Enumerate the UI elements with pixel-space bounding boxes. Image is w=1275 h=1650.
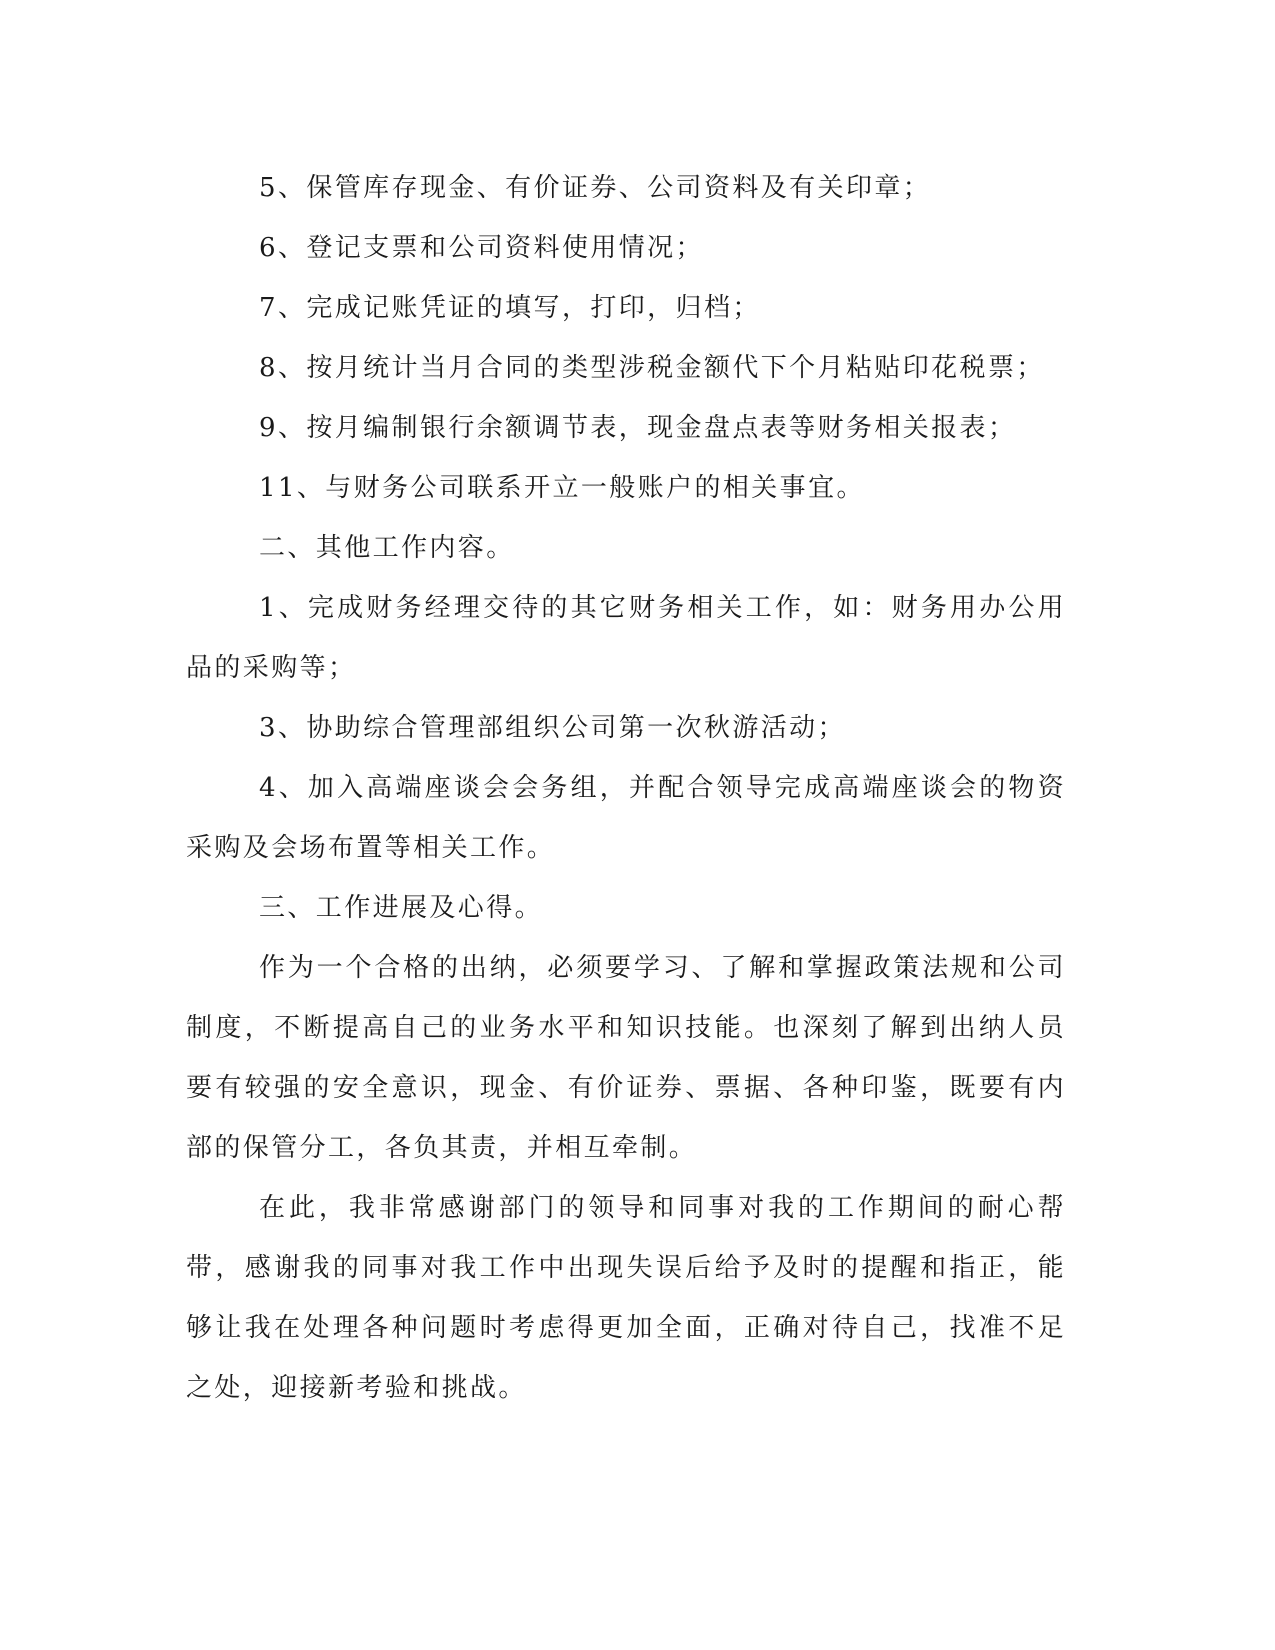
list-item-5: 5、保管库存现金、有价证券、公司资料及有关印章；: [259, 173, 932, 203]
other-item-1: 1、完成财务经理交待的其它财务相关工作，如：财务用办公用品的采购等；: [186, 593, 1066, 683]
section-heading-3: 三、工作进展及心得。: [259, 893, 544, 923]
list-item-8: 8、按月统计当月合同的类型涉税金额代下个月粘贴印花税票；: [259, 353, 1045, 383]
thanks-paragraph: 在此，我非常感谢部门的领导和同事对我的工作期间的耐心帮带，感谢我的同事对我工作中出现失误后给予及时的提醒和指正，能够让我在处理各种问题时考虑得更加全面，正确对待自己，找准不足之处，迎接新考验和挑战。: [186, 1193, 1066, 1403]
other-item-4: 4、加入高端座谈会会务组，并配合领导完成高端座谈会的物资采购及会场布置等相关工作。: [186, 773, 1066, 863]
list-item-11: 11、与财务公司联系开立一般账户的相关事宜。: [259, 473, 865, 503]
list-item-6: 6、登记支票和公司资料使用情况；: [259, 233, 704, 263]
other-item-3: 3、协助综合管理部组织公司第一次秋游活动；: [259, 713, 846, 743]
list-item-9: 9、按月编制银行余额调节表，现金盘点表等财务相关报表；: [259, 413, 1017, 443]
document-body: [186, 158, 1066, 1418]
reflection-paragraph: 作为一个合格的出纳，必须要学习、了解和掌握政策法规和公司制度，不断提高自己的业务水平和知识技能。也深刻了解到出纳人员要有较强的安全意识，现金、有价证券、票据、各种印鉴，既要有内部的保管分工，各负其责，并相互牵制。: [186, 953, 1066, 1163]
list-item-7: 7、完成记账凭证的填写，打印，归档；: [259, 293, 761, 323]
section-heading-2: 二、其他工作内容。: [259, 533, 515, 563]
